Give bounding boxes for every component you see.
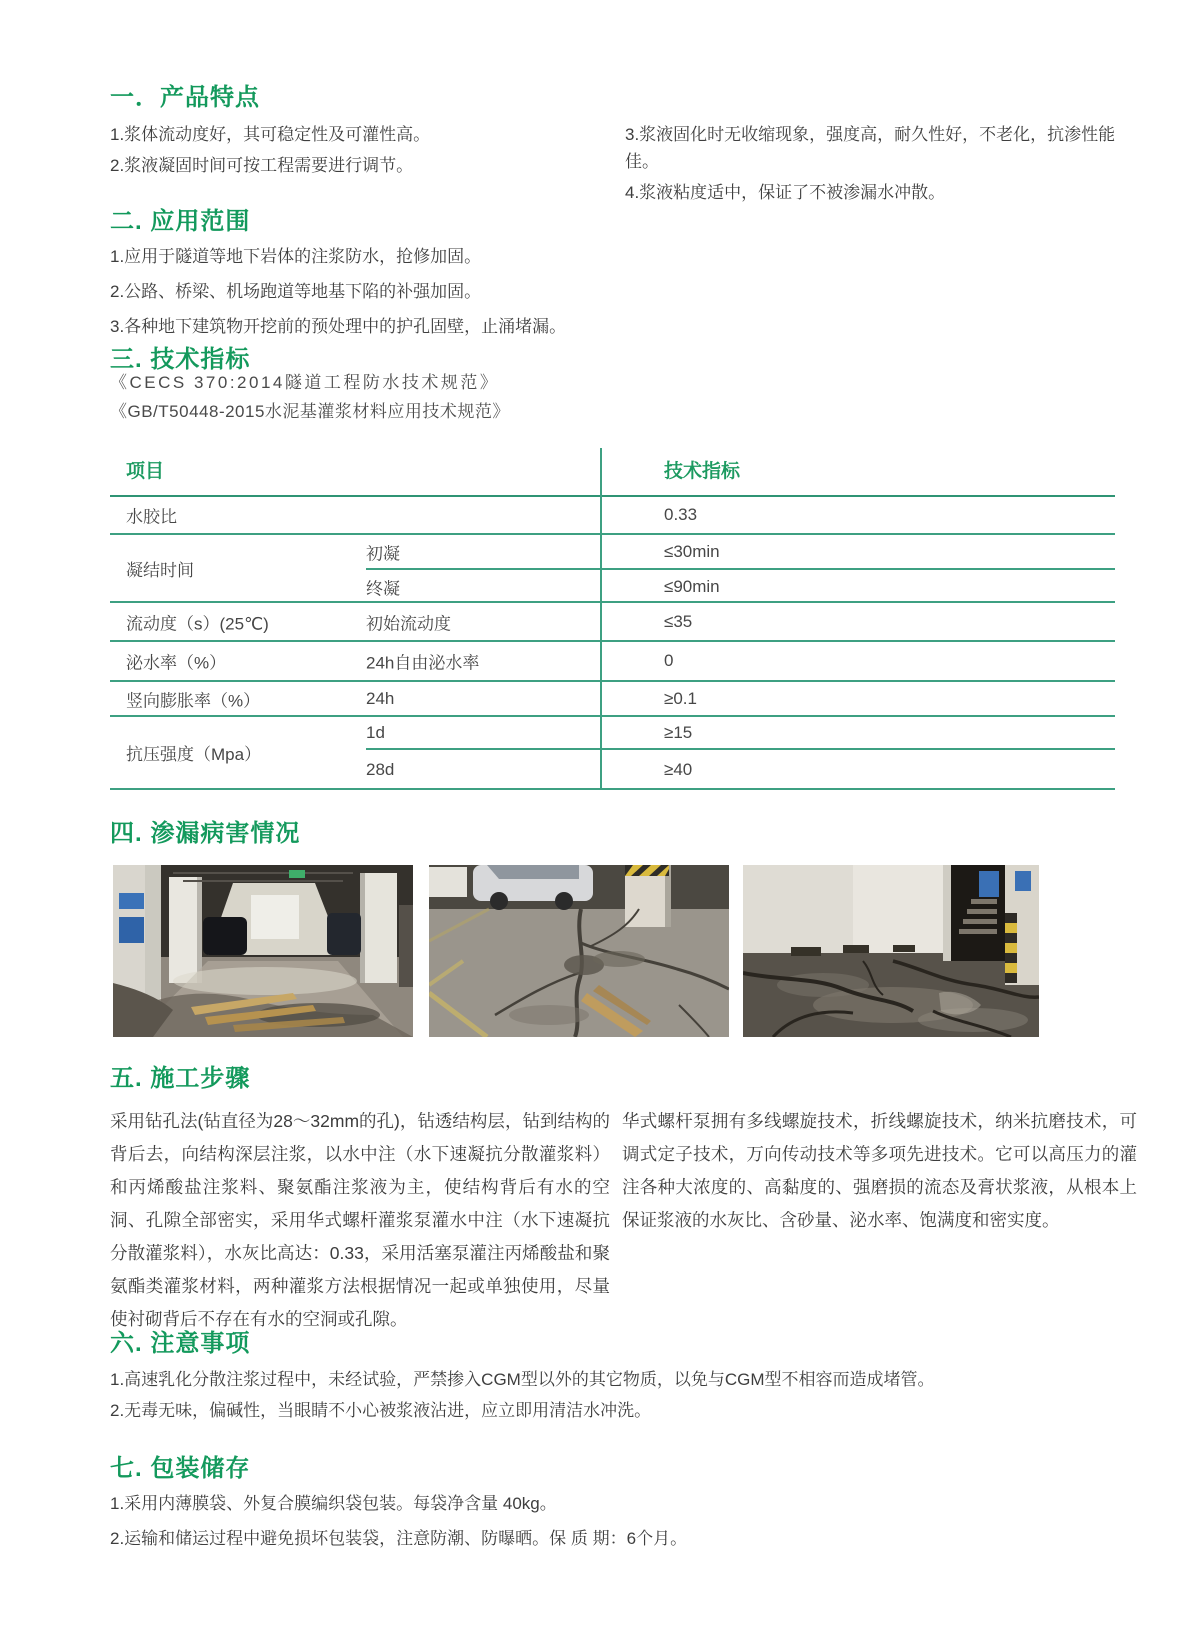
- leakage-photos: [113, 865, 1043, 1037]
- application-item-3: 3.各种地下建筑物开挖前的预处理中的护孔固壁，止涌堵漏。: [110, 317, 567, 336]
- product-features-right-column: [625, 121, 1145, 210]
- spec-table: [110, 448, 1115, 790]
- precaution-item-1: 1.高速乳化分散注浆过程中，未经试验，严禁掺入CGM型以外的其它物质，以免与CGM型不相容而造成堵管。: [110, 1370, 935, 1389]
- wet-floor-stairwell-illustration: [743, 865, 1039, 1037]
- application-item-1: 1.应用于隧道等地下岩体的注浆防水，抢修加固。: [110, 247, 482, 266]
- precaution-item-2: 2.无毒无味，偏碱性，当眼睛不小心被浆液沾进，应立即用清洁水冲洗。: [110, 1401, 652, 1420]
- section-title-technical-indicators: 三. 技术指标: [110, 346, 251, 373]
- table-row-bleeding-rate: 泌水率（%） 24h自由泌水率 0: [110, 642, 1115, 682]
- feature-item-2: 2.浆液凝固时间可按工程需要进行调节。: [110, 156, 414, 175]
- table-subrow-1d: 1d ≥15: [366, 717, 1115, 750]
- table-subrow-28d: 28d ≥40: [366, 760, 693, 779]
- application-item-2: 2.公路、桥梁、机场跑道等地基下陷的补强加固。: [110, 282, 482, 301]
- section-title-application-scope: 二. 应用范围: [110, 208, 251, 235]
- application-scope-list: [110, 243, 810, 348]
- photo-leakage-garage-corridor: [113, 865, 413, 1037]
- spec-table-header-value: 技术指标: [664, 461, 741, 482]
- garage-corridor-illustration: [113, 865, 413, 1037]
- precautions-list: [110, 1366, 1125, 1428]
- table-row-compressive-strength: 抗压强度（Mpa） 1d ≥15 28d ≥40: [110, 717, 1115, 790]
- section-title-precautions: 六. 注意事项: [110, 1330, 251, 1357]
- section-title-leakage-condition: 四. 渗漏病害情况: [110, 820, 301, 847]
- feature-item-3: 3.浆液固化时无收缩现象，强度高，耐久性好，不老化，抗渗性能佳。: [625, 125, 1116, 171]
- packaging-item-1: 1.采用内薄膜袋、外复合膜编织袋包装。每袋净含量 40kg。: [110, 1494, 557, 1513]
- packaging-storage-list: [110, 1490, 1125, 1560]
- standard-reference-1: 《CECS 370:2014隧道工程防水技术规范》: [110, 373, 500, 392]
- standard-reference-2: 《GB/T50448-2015水泥基灌浆材料应用技术规范》: [110, 402, 510, 421]
- standard-references: [110, 370, 910, 428]
- packaging-item-2: 2.运输和储运过程中避免损坏包装袋，注意防潮、防曝晒。保 质 期：6个月。: [110, 1529, 688, 1548]
- product-features-left-column: [110, 121, 620, 183]
- construction-steps-left-paragraph: 采用钻孔法(钻直径为28～32mm的孔)，钻透结构层，钻到结构的背后去，向结构深层注浆，以水中注（水下速凝抗分散灌浆料）和丙烯酸盐注浆料、聚氨酯注浆液为主，使结构背后有水的空洞、孔隙全部密实，采用华式螺杆灌浆泵灌水中注（水下速凝抗分散灌浆料），水灰比高达：0.33，采用活塞泵灌注丙烯酸盐和聚氨酯类灌浆材料，两种灌浆方法根据情况一起或单独使用，尽量使衬砌背后不存在有水的空洞或孔隙。: [110, 1111, 610, 1329]
- section-title-product-features: 一．产品特点: [110, 84, 260, 111]
- table-vertical-divider: [600, 448, 602, 790]
- table-subrow-initial-set: 初凝 ≤30min: [366, 535, 1115, 570]
- construction-steps-right-paragraph: 华式螺杆泵拥有多线螺旋技术，折线螺旋技术，纳米抗磨技术，可调式定子技术，万向传动技术等多项先进技术。它可以高压力的灌注各种大浓度的、高黏度的、强磨损的流态及膏状浆液，从根本上保证浆液的水灰比、含砂量、泌水率、饱满度和密实度。: [622, 1111, 1137, 1230]
- section-title-packaging-storage: 七. 包装储存: [110, 1455, 251, 1482]
- table-subrow-final-set: 终凝 ≤90min: [366, 576, 720, 598]
- photo-leakage-wet-floor-stairwell: [743, 865, 1039, 1037]
- feature-item-4: 4.浆液粘度适中，保证了不被渗漏水冲散。: [625, 183, 946, 202]
- table-row-vertical-expansion: 竖向膨胀率（%） 24h ≥0.1: [110, 682, 1115, 717]
- spec-table-header: [110, 448, 1115, 497]
- spec-table-header-item: 项目: [126, 461, 165, 482]
- cracked-floor-illustration: [429, 865, 729, 1037]
- table-row-setting-time: 凝结时间 初凝 ≤30min 终凝 ≤90min: [110, 535, 1115, 603]
- table-row-water-binder-ratio: 水胶比 0.33: [110, 497, 1115, 535]
- photo-leakage-cracked-floor: [429, 865, 729, 1037]
- section-title-construction-steps: 五. 施工步骤: [110, 1065, 251, 1092]
- feature-item-1: 1.浆体流动度好，其可稳定性及可灌性高。: [110, 125, 431, 144]
- table-row-fluidity: 流动度（s）(25℃) 初始流动度 ≤35: [110, 603, 1115, 642]
